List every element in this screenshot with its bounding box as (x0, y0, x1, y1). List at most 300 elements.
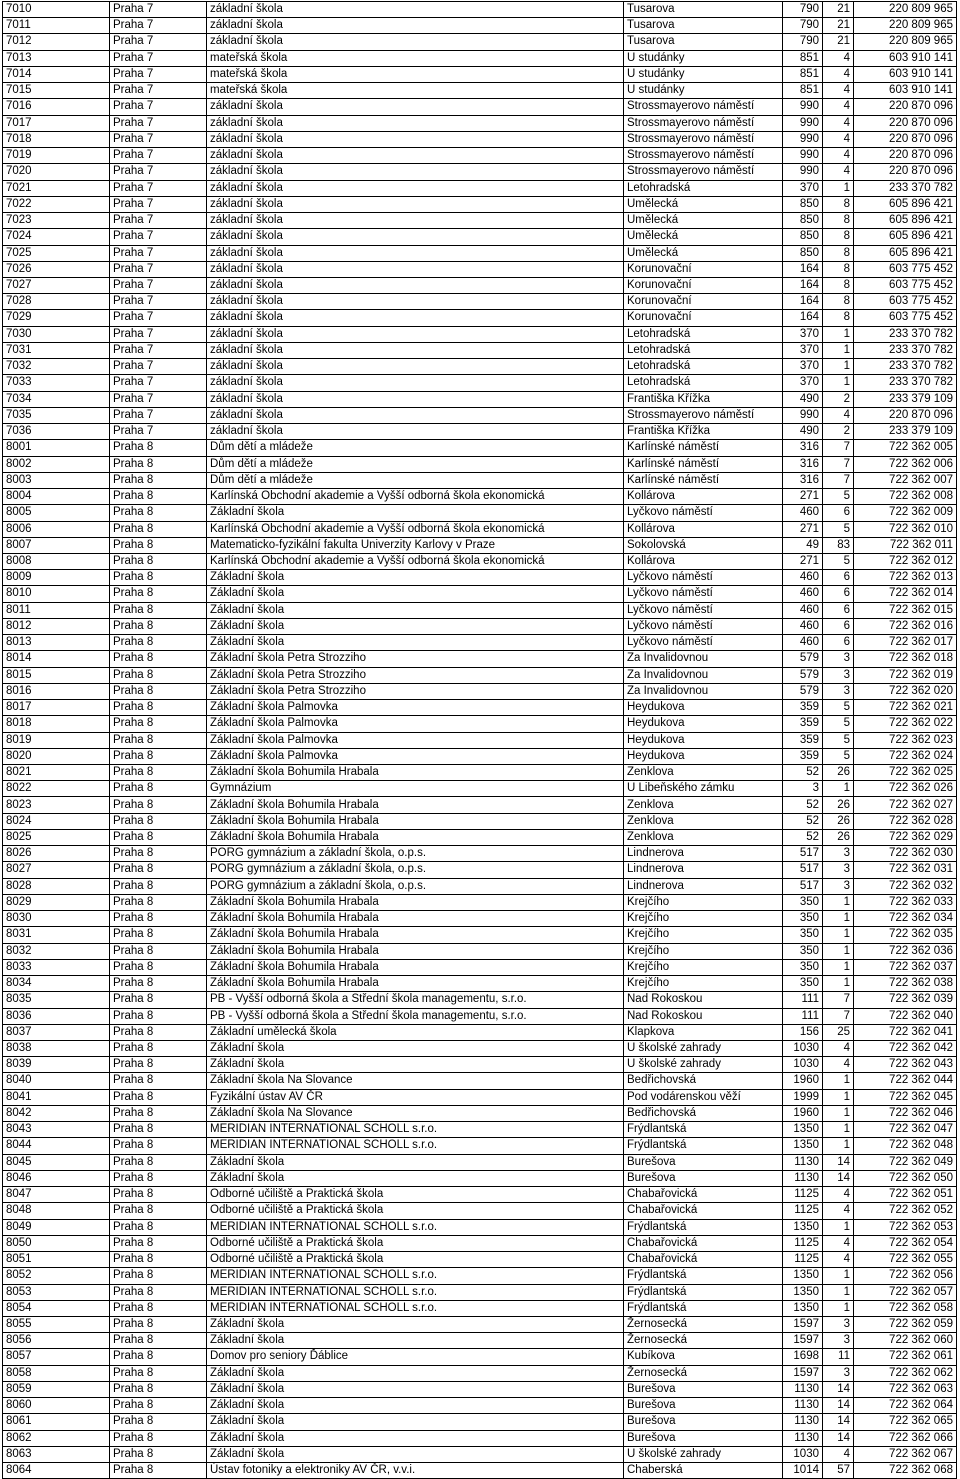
district-cell: Praha 8 (110, 1235, 207, 1251)
orientation-number-cell: 6 (823, 570, 854, 586)
table-row (3, 1333, 957, 1349)
orientation-number-cell: 6 (823, 635, 854, 651)
district-cell: Praha 7 (110, 326, 207, 342)
house-number-cell: 1350 (783, 1122, 823, 1138)
institution-cell: Základní škola Palmovka (207, 716, 624, 732)
orientation-number-cell: 3 (823, 1365, 854, 1381)
street-cell: Strossmayerovo náměstí (624, 99, 783, 115)
phone-cell: 722 362 022 (854, 716, 957, 732)
code-cell: 8003 (3, 472, 110, 488)
district-cell: Praha 7 (110, 375, 207, 391)
institution-cell: Základní škola Na Slovance (207, 1073, 624, 1089)
house-number-cell: 52 (783, 765, 823, 781)
phone-cell: 722 362 021 (854, 700, 957, 716)
phone-cell: 220 870 096 (854, 164, 957, 180)
institution-cell: základní škola (207, 180, 624, 196)
district-cell: Praha 7 (110, 99, 207, 115)
code-cell: 8032 (3, 943, 110, 959)
code-cell: 8002 (3, 456, 110, 472)
code-cell: 8017 (3, 700, 110, 716)
district-cell: Praha 8 (110, 1268, 207, 1284)
orientation-number-cell: 4 (823, 131, 854, 147)
code-cell: 8059 (3, 1381, 110, 1397)
street-cell: Burešova (624, 1430, 783, 1446)
institution-cell: Základní škola (207, 618, 624, 634)
table-row (3, 1252, 957, 1268)
code-cell: 8062 (3, 1430, 110, 1446)
phone-cell: 233 370 782 (854, 375, 957, 391)
table-row (3, 651, 957, 667)
phone-cell: 722 362 013 (854, 570, 957, 586)
phone-cell: 722 362 030 (854, 846, 957, 862)
street-cell: Žernosecká (624, 1316, 783, 1332)
house-number-cell: 1130 (783, 1154, 823, 1170)
phone-cell: 722 362 067 (854, 1446, 957, 1462)
code-cell: 7010 (3, 2, 110, 18)
orientation-number-cell: 1 (823, 1089, 854, 1105)
house-number-cell: 271 (783, 553, 823, 569)
code-cell: 7032 (3, 359, 110, 375)
street-cell: Lindnerova (624, 862, 783, 878)
street-cell: Frýdlantská (624, 1219, 783, 1235)
table-row (3, 716, 957, 732)
street-cell: Krejčího (624, 943, 783, 959)
table-row (3, 472, 957, 488)
code-cell: 8025 (3, 829, 110, 845)
phone-cell: 722 362 020 (854, 683, 957, 699)
phone-cell: 603 910 141 (854, 66, 957, 82)
street-cell: Tusarova (624, 34, 783, 50)
house-number-cell: 370 (783, 326, 823, 342)
institution-cell: Základní škola (207, 1446, 624, 1462)
code-cell: 7021 (3, 180, 110, 196)
orientation-number-cell: 5 (823, 553, 854, 569)
street-cell: Strossmayerovo náměstí (624, 407, 783, 423)
code-cell: 8055 (3, 1316, 110, 1332)
table-row (3, 1219, 957, 1235)
phone-cell: 722 362 005 (854, 440, 957, 456)
table-row (3, 1024, 957, 1040)
phone-cell: 722 362 019 (854, 667, 957, 683)
house-number-cell: 517 (783, 862, 823, 878)
institution-cell: MERIDIAN INTERNATIONAL SCHOLL s.r.o. (207, 1300, 624, 1316)
street-cell: Strossmayerovo náměstí (624, 148, 783, 164)
institution-cell: PORG gymnázium a základní škola, o.p.s. (207, 862, 624, 878)
code-cell: 7031 (3, 342, 110, 358)
orientation-number-cell: 7 (823, 1008, 854, 1024)
phone-cell: 722 362 027 (854, 797, 957, 813)
street-cell: Kollárova (624, 521, 783, 537)
house-number-cell: 1130 (783, 1381, 823, 1397)
table-row (3, 180, 957, 196)
house-number-cell: 1960 (783, 1105, 823, 1121)
data-table (2, 1, 957, 1479)
orientation-number-cell: 26 (823, 765, 854, 781)
district-cell: Praha 8 (110, 927, 207, 943)
district-cell: Praha 8 (110, 1105, 207, 1121)
district-cell: Praha 8 (110, 1089, 207, 1105)
code-cell: 8027 (3, 862, 110, 878)
phone-cell: 603 775 452 (854, 261, 957, 277)
institution-cell: Základní škola Bohumila Hrabala (207, 894, 624, 910)
house-number-cell: 271 (783, 521, 823, 537)
table-row (3, 1414, 957, 1430)
street-cell: U studánky (624, 50, 783, 66)
district-cell: Praha 8 (110, 1170, 207, 1186)
orientation-number-cell: 26 (823, 797, 854, 813)
institution-cell: Základní škola Palmovka (207, 748, 624, 764)
street-cell: Lindnerova (624, 846, 783, 862)
code-cell: 8014 (3, 651, 110, 667)
table-row (3, 440, 957, 456)
house-number-cell: 990 (783, 131, 823, 147)
street-cell: Korunovační (624, 310, 783, 326)
district-cell: Praha 8 (110, 570, 207, 586)
district-cell: Praha 8 (110, 537, 207, 553)
street-cell: Františka Křížka (624, 391, 783, 407)
orientation-number-cell: 5 (823, 700, 854, 716)
phone-cell: 722 362 039 (854, 992, 957, 1008)
code-cell: 7013 (3, 50, 110, 66)
code-cell: 7035 (3, 407, 110, 423)
district-cell: Praha 7 (110, 148, 207, 164)
house-number-cell: 370 (783, 342, 823, 358)
institution-cell: Základní škola (207, 602, 624, 618)
house-number-cell: 316 (783, 440, 823, 456)
phone-cell: 722 362 006 (854, 456, 957, 472)
district-cell: Praha 8 (110, 797, 207, 813)
district-cell: Praha 8 (110, 846, 207, 862)
house-number-cell: 579 (783, 667, 823, 683)
street-cell: Zenklova (624, 829, 783, 845)
phone-cell: 722 362 028 (854, 813, 957, 829)
street-cell: Za Invalidovnou (624, 683, 783, 699)
code-cell: 7025 (3, 245, 110, 261)
institution-cell: základní škola (207, 2, 624, 18)
district-cell: Praha 8 (110, 1365, 207, 1381)
institution-cell: PORG gymnázium a základní škola, o.p.s. (207, 846, 624, 862)
street-cell: Heydukova (624, 748, 783, 764)
street-cell: Lyčkovo náměstí (624, 586, 783, 602)
phone-cell: 603 775 452 (854, 310, 957, 326)
house-number-cell: 990 (783, 99, 823, 115)
table-row (3, 245, 957, 261)
phone-cell: 722 362 031 (854, 862, 957, 878)
phone-cell: 722 362 025 (854, 765, 957, 781)
institution-cell: MERIDIAN INTERNATIONAL SCHOLL s.r.o. (207, 1138, 624, 1154)
district-cell: Praha 8 (110, 976, 207, 992)
street-cell: U studánky (624, 83, 783, 99)
phone-cell: 722 362 016 (854, 618, 957, 634)
institution-cell: Odborné učiliště a Praktická škola (207, 1187, 624, 1203)
district-cell: Praha 8 (110, 505, 207, 521)
district-cell: Praha 8 (110, 1252, 207, 1268)
district-cell: Praha 8 (110, 1154, 207, 1170)
institution-cell: Základní škola Bohumila Hrabala (207, 943, 624, 959)
district-cell: Praha 8 (110, 1138, 207, 1154)
institution-cell: Fyzikální ústav AV ČR (207, 1089, 624, 1105)
code-cell: 8064 (3, 1463, 110, 1479)
house-number-cell: 370 (783, 180, 823, 196)
code-cell: 7018 (3, 131, 110, 147)
code-cell: 7022 (3, 196, 110, 212)
table-row (3, 586, 957, 602)
table-row (3, 1057, 957, 1073)
house-number-cell: 1125 (783, 1252, 823, 1268)
institution-cell: Základní škola Bohumila Hrabala (207, 911, 624, 927)
house-number-cell: 359 (783, 700, 823, 716)
table-row (3, 196, 957, 212)
street-cell: Lyčkovo náměstí (624, 618, 783, 634)
street-cell: Klapkova (624, 1024, 783, 1040)
house-number-cell: 1350 (783, 1300, 823, 1316)
street-cell: Zenklova (624, 797, 783, 813)
institution-cell: základní škola (207, 342, 624, 358)
house-number-cell: 850 (783, 196, 823, 212)
street-cell: Umělecká (624, 229, 783, 245)
table-row (3, 927, 957, 943)
phone-cell: 220 870 096 (854, 407, 957, 423)
institution-cell: Základní škola (207, 1381, 624, 1397)
phone-cell: 722 362 018 (854, 651, 957, 667)
house-number-cell: 1350 (783, 1219, 823, 1235)
institution-cell: základní škola (207, 99, 624, 115)
table-row (3, 618, 957, 634)
code-cell: 7028 (3, 294, 110, 310)
phone-cell: 722 362 062 (854, 1365, 957, 1381)
orientation-number-cell: 5 (823, 748, 854, 764)
house-number-cell: 359 (783, 716, 823, 732)
orientation-number-cell: 4 (823, 1041, 854, 1057)
table-row (3, 213, 957, 229)
code-cell: 8020 (3, 748, 110, 764)
code-cell: 8050 (3, 1235, 110, 1251)
phone-cell: 722 362 043 (854, 1057, 957, 1073)
house-number-cell: 359 (783, 732, 823, 748)
street-cell: Karlínské náměstí (624, 440, 783, 456)
table-row (3, 83, 957, 99)
institution-cell: Základní škola (207, 1365, 624, 1381)
code-cell: 8045 (3, 1154, 110, 1170)
table-row (3, 813, 957, 829)
phone-cell: 722 362 034 (854, 911, 957, 927)
code-cell: 8033 (3, 959, 110, 975)
street-cell: Frýdlantská (624, 1122, 783, 1138)
orientation-number-cell: 1 (823, 1219, 854, 1235)
code-cell: 8010 (3, 586, 110, 602)
table-row (3, 359, 957, 375)
house-number-cell: 1350 (783, 1138, 823, 1154)
orientation-number-cell: 4 (823, 1252, 854, 1268)
institution-cell: Základní škola Bohumila Hrabala (207, 976, 624, 992)
house-number-cell: 359 (783, 748, 823, 764)
house-number-cell: 790 (783, 34, 823, 50)
institution-cell: Základní škola Bohumila Hrabala (207, 765, 624, 781)
street-cell: Burešova (624, 1170, 783, 1186)
code-cell: 7017 (3, 115, 110, 131)
institution-cell: Dům dětí a mládeže (207, 472, 624, 488)
code-cell: 7029 (3, 310, 110, 326)
orientation-number-cell: 1 (823, 326, 854, 342)
street-cell: Strossmayerovo náměstí (624, 131, 783, 147)
institution-cell: základní škola (207, 277, 624, 293)
institution-cell: základní škola (207, 407, 624, 423)
table-row (3, 1105, 957, 1121)
institution-cell: základní škola (207, 34, 624, 50)
table-row (3, 570, 957, 586)
table-row (3, 602, 957, 618)
orientation-number-cell: 1 (823, 943, 854, 959)
code-cell: 8046 (3, 1170, 110, 1186)
institution-cell: Karlínská Obchodní akademie a Vyšší odborná škola ekonomická (207, 521, 624, 537)
code-cell: 8061 (3, 1414, 110, 1430)
house-number-cell: 350 (783, 911, 823, 927)
orientation-number-cell: 8 (823, 213, 854, 229)
table-row (3, 1365, 957, 1381)
table-row (3, 1041, 957, 1057)
street-cell: Lyčkovo náměstí (624, 602, 783, 618)
house-number-cell: 460 (783, 570, 823, 586)
orientation-number-cell: 4 (823, 1203, 854, 1219)
street-cell: Burešova (624, 1398, 783, 1414)
institution-cell: základní škola (207, 326, 624, 342)
table-row (3, 1089, 957, 1105)
code-cell: 7012 (3, 34, 110, 50)
institution-cell: mateřská škola (207, 50, 624, 66)
street-cell: Korunovační (624, 261, 783, 277)
orientation-number-cell: 4 (823, 164, 854, 180)
institution-cell: Základní škola (207, 1398, 624, 1414)
district-cell: Praha 7 (110, 391, 207, 407)
table-row (3, 1268, 957, 1284)
house-number-cell: 271 (783, 489, 823, 505)
institution-cell: Základní škola (207, 505, 624, 521)
district-cell: Praha 7 (110, 310, 207, 326)
house-number-cell: 350 (783, 943, 823, 959)
district-cell: Praha 7 (110, 245, 207, 261)
house-number-cell: 1698 (783, 1349, 823, 1365)
code-cell: 8029 (3, 894, 110, 910)
institution-cell: Základní škola (207, 1414, 624, 1430)
orientation-number-cell: 3 (823, 862, 854, 878)
district-cell: Praha 8 (110, 667, 207, 683)
street-cell: Korunovační (624, 277, 783, 293)
institution-cell: Základní škola (207, 1041, 624, 1057)
code-cell: 8051 (3, 1252, 110, 1268)
code-cell: 8031 (3, 927, 110, 943)
district-cell: Praha 8 (110, 765, 207, 781)
street-cell: Krejčího (624, 894, 783, 910)
street-cell: Heydukova (624, 732, 783, 748)
orientation-number-cell: 3 (823, 651, 854, 667)
table-row (3, 1446, 957, 1462)
table-row (3, 148, 957, 164)
orientation-number-cell: 6 (823, 505, 854, 521)
district-cell: Praha 7 (110, 261, 207, 277)
code-cell: 8039 (3, 1057, 110, 1073)
phone-cell: 722 362 023 (854, 732, 957, 748)
orientation-number-cell: 7 (823, 992, 854, 1008)
orientation-number-cell: 1 (823, 180, 854, 196)
phone-cell: 722 362 044 (854, 1073, 957, 1089)
phone-cell: 220 870 096 (854, 131, 957, 147)
street-cell: Korunovační (624, 294, 783, 310)
house-number-cell: 3 (783, 781, 823, 797)
code-cell: 7034 (3, 391, 110, 407)
orientation-number-cell: 6 (823, 602, 854, 618)
code-cell: 7011 (3, 18, 110, 34)
street-cell: Sokolovská (624, 537, 783, 553)
house-number-cell: 1030 (783, 1446, 823, 1462)
orientation-number-cell: 7 (823, 440, 854, 456)
orientation-number-cell: 4 (823, 1057, 854, 1073)
code-cell: 8005 (3, 505, 110, 521)
district-cell: Praha 8 (110, 489, 207, 505)
code-cell: 7023 (3, 213, 110, 229)
code-cell: 8035 (3, 992, 110, 1008)
table-row (3, 18, 957, 34)
street-cell: Karlínské náměstí (624, 472, 783, 488)
table-row (3, 34, 957, 50)
street-cell: Frýdlantská (624, 1138, 783, 1154)
phone-cell: 722 362 066 (854, 1430, 957, 1446)
house-number-cell: 460 (783, 505, 823, 521)
orientation-number-cell: 4 (823, 50, 854, 66)
phone-cell: 220 870 096 (854, 115, 957, 131)
institution-cell: základní škola (207, 359, 624, 375)
orientation-number-cell: 8 (823, 310, 854, 326)
house-number-cell: 316 (783, 472, 823, 488)
street-cell: Žernosecká (624, 1365, 783, 1381)
orientation-number-cell: 4 (823, 407, 854, 423)
institution-cell: Základní škola (207, 1170, 624, 1186)
table-row (3, 407, 957, 423)
code-cell: 8053 (3, 1284, 110, 1300)
phone-cell: 722 362 054 (854, 1235, 957, 1251)
house-number-cell: 156 (783, 1024, 823, 1040)
district-cell: Praha 8 (110, 748, 207, 764)
phone-cell: 722 362 007 (854, 472, 957, 488)
table-row (3, 976, 957, 992)
orientation-number-cell: 5 (823, 521, 854, 537)
code-cell: 8024 (3, 813, 110, 829)
code-cell: 8054 (3, 1300, 110, 1316)
institution-cell: PB - Vyšší odborná škola a Střední škola managementu, s.r.o. (207, 992, 624, 1008)
district-cell: Praha 8 (110, 1203, 207, 1219)
district-cell: Praha 7 (110, 294, 207, 310)
code-cell: 8047 (3, 1187, 110, 1203)
district-cell: Praha 8 (110, 1041, 207, 1057)
phone-cell: 605 896 421 (854, 213, 957, 229)
house-number-cell: 850 (783, 245, 823, 261)
street-cell: Žernosecká (624, 1333, 783, 1349)
house-number-cell: 851 (783, 50, 823, 66)
street-cell: Lindnerova (624, 878, 783, 894)
phone-cell: 722 362 015 (854, 602, 957, 618)
orientation-number-cell: 21 (823, 34, 854, 50)
table-row (3, 310, 957, 326)
orientation-number-cell: 14 (823, 1170, 854, 1186)
table-row (3, 1154, 957, 1170)
phone-cell: 722 362 017 (854, 635, 957, 651)
house-number-cell: 579 (783, 683, 823, 699)
street-cell: Karlínské náměstí (624, 456, 783, 472)
house-number-cell: 49 (783, 537, 823, 553)
district-cell: Praha 8 (110, 1316, 207, 1332)
phone-cell: 722 362 068 (854, 1463, 957, 1479)
institution-cell: základní škola (207, 294, 624, 310)
district-cell: Praha 8 (110, 635, 207, 651)
